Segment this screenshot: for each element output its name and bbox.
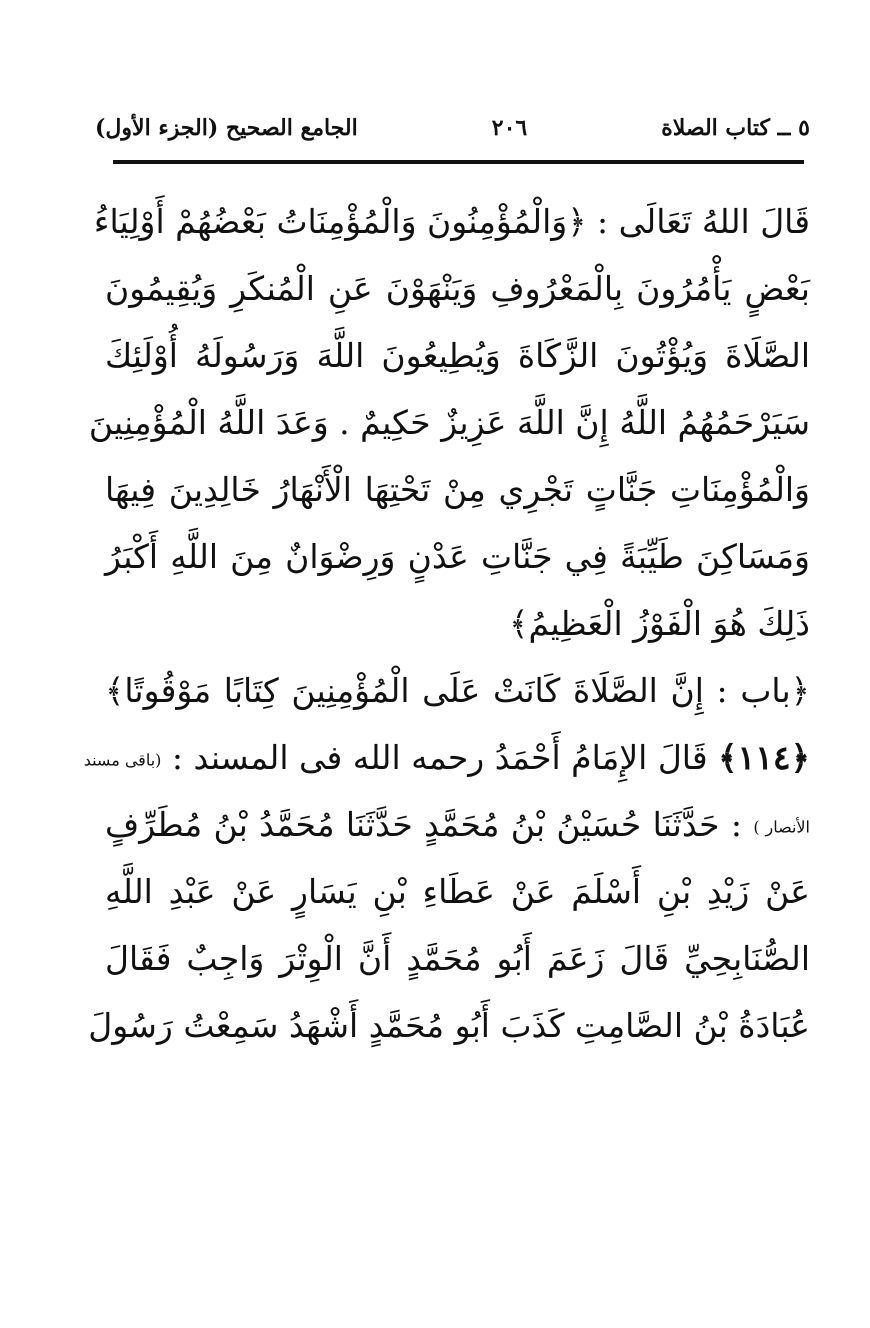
source-note-continued: الأنصار ) — [753, 817, 810, 837]
book-title: الجامع الصحيح (الجزء الأول) — [95, 115, 358, 141]
hadith-intro: قَالَ الإِمَامُ أَحْمَدُ رحمه الله فى المسند : — [171, 738, 708, 777]
quran-line-1: قَالَ اللهُ تَعَالَى : ﴿وَالْمُؤْمِنُونَ وَالْمُؤْمِنَاتُ بَعْضُهُمْ أَوْلِيَاءُ — [93, 202, 810, 241]
page-number: ٢٠٦ — [491, 115, 528, 141]
hadith-line-5: عُبَادَةُ بْنُ الصَّامِتِ كَذَبَ أَبُو مُحَمَّدٍ أَشْهَدُ سَمِعْتُ رَسُولَ — [88, 1006, 810, 1045]
running-header — [95, 108, 810, 148]
hadith-header-line — [83, 724, 810, 791]
source-note: (باقى مسند — [83, 750, 162, 770]
hadith-isnad-line — [105, 791, 810, 858]
chapter-title: ٥ ــ كتاب الصلاة — [661, 115, 810, 141]
main-text — [83, 188, 810, 1059]
quran-line-3: الصَّلَاةَ وَيُؤْتُونَ الزَّكَاةَ وَيُطِيعُونَ اللَّهَ وَرَسُولَهُ أُوْلَئِكَ — [105, 336, 810, 375]
quran-line-5: وَالْمُؤْمِنَاتِ جَنَّاتٍ تَجْرِي مِنْ تَحْتِهَا الْأَنْهَارُ خَالِدِينَ فِيهَا — [105, 470, 810, 509]
hadith-line-3: عَنْ زَيْدِ بْنِ أَسْلَمَ عَنْ عَطَاءِ بْنِ يَسَارٍ عَنْ عَبْدِ اللَّهِ — [105, 872, 810, 911]
chapter-heading: ﴿باب : إِنَّ الصَّلَاةَ كَانَتْ عَلَى الْمُؤْمِنِينَ كِتَابًا مَوْقُوتًا﴾ — [105, 671, 810, 710]
hadith-isnad-text: : حَدَّثَنَا حُسَيْنُ بْنُ مُحَمَّدٍ حَدَّثَنَا مُحَمَّدُ بْنُ مُطَرِّفٍ — [105, 805, 742, 844]
quran-line-7: ذَلِكَ هُوَ الْفَوْزُ الْعَظِيمُ﴾ — [509, 604, 810, 643]
quran-line-2: بَعْضٍ يَأْمُرُونَ بِالْمَعْرُوفِ وَيَنْهَوْنَ عَنِ الْمُنكَرِ وَيُقِيمُونَ — [105, 269, 810, 308]
quran-line-4: سَيَرْحَمُهُمُ اللَّهُ إِنَّ اللَّهَ عَزِيزٌ حَكِيمٌ . وَعَدَ اللَّهُ الْمُؤْمِنِينَ — [88, 403, 810, 442]
hadith-number: ﴿١١٤﴾ — [718, 738, 810, 777]
hadith-line-4: الصُّنَابِحِيِّ قَالَ زَعَمَ أَبُو مُحَمَّدٍ أَنَّ الْوِتْرَ وَاجِبٌ فَقَالَ — [105, 939, 810, 978]
quran-line-6: وَمَسَاكِنَ طَيِّبَةً فِي جَنَّاتِ عَدْنٍ وَرِضْوَانٌ مِنَ اللَّهِ أَكْبَرُ — [105, 537, 810, 576]
header-divider — [113, 160, 804, 164]
